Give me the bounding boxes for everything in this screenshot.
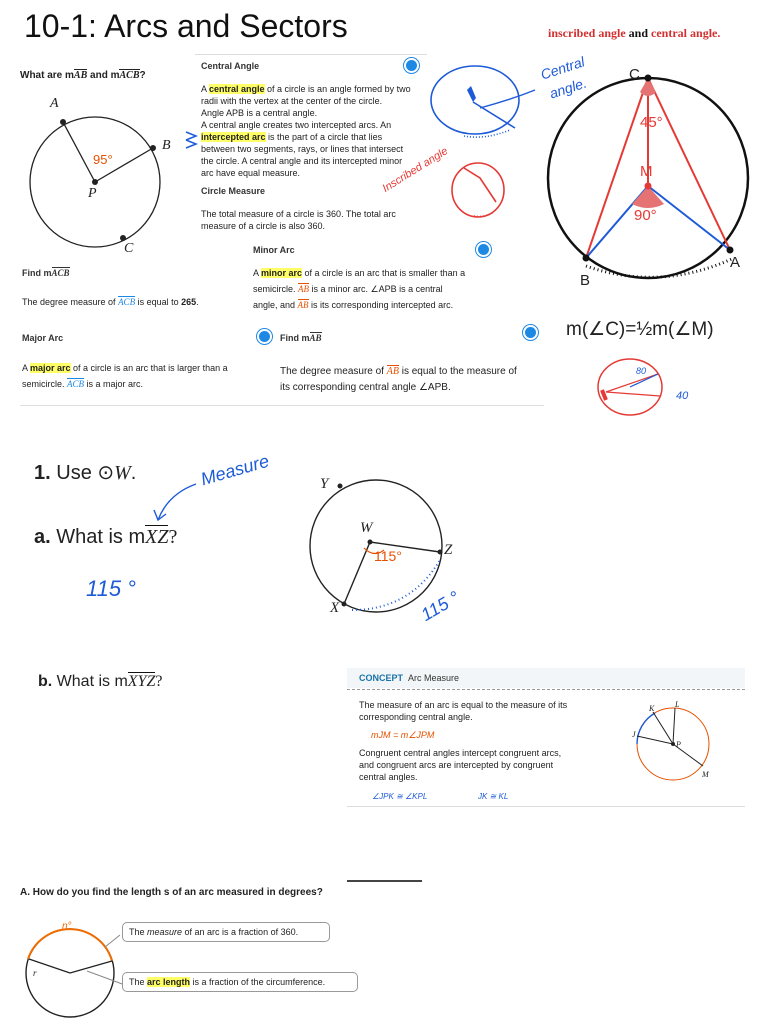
concept-text xyxy=(359,699,609,783)
point-w xyxy=(368,540,373,545)
problem-1b: b. What is mXYZ? xyxy=(38,673,163,690)
circle-w xyxy=(310,480,442,612)
note-inscribed: inscribed angle xyxy=(548,26,626,40)
arc-length-box: The arc length is a fraction of the circumference. xyxy=(122,972,358,992)
concept-eq1: mJM = m∠JPM xyxy=(371,730,435,740)
find-ab-header: Find mAB xyxy=(280,333,322,343)
point-big-a xyxy=(727,247,734,254)
circle-measure-header: Circle Measure xyxy=(201,186,266,196)
sketch-40: 40 xyxy=(676,390,689,402)
point-big-m xyxy=(645,183,652,190)
measure-arrow-line xyxy=(158,484,196,520)
concept-l4: and congruent arcs are intercepted by congruent xyxy=(359,760,554,770)
ca-line6: between two segments, rays, or lines that intersect xyxy=(201,144,404,154)
angle-95: 95° xyxy=(93,152,113,167)
ca-line1: A central angle of a circle is an angle formed by two xyxy=(201,84,411,94)
ca-line2: radii with the vertex at the center of the circle. xyxy=(201,96,383,106)
small-line1 xyxy=(606,374,658,392)
concept-radius-j xyxy=(637,736,673,744)
pointer-2 xyxy=(87,971,125,985)
concept-radius-l xyxy=(673,708,675,744)
label-z: Z xyxy=(444,542,453,558)
point-b xyxy=(150,145,156,151)
find-ab-radio[interactable] xyxy=(525,327,536,338)
small-sketch xyxy=(596,352,716,422)
question-arcs xyxy=(20,70,146,81)
concept-eq2: ∠JPK ≅ ∠KPL xyxy=(372,792,428,801)
point-big-c xyxy=(645,75,652,82)
q1-pre: What are m xyxy=(20,70,74,81)
red-inscribed-angle xyxy=(464,168,496,202)
concept-l2: corresponding central angle. xyxy=(359,712,473,722)
label-a: A xyxy=(50,96,59,111)
point-big-b xyxy=(583,255,590,262)
concept-label-k: K xyxy=(649,704,655,713)
find-acb-text: The degree measure of ACB is equal to 265. xyxy=(22,297,199,307)
concept-bottom xyxy=(347,806,745,807)
note-central: central angle. xyxy=(651,26,721,40)
q1-arc2: ACB xyxy=(119,70,140,81)
big-label-b: B xyxy=(580,272,591,289)
central-angle-header: Central Angle xyxy=(201,61,260,71)
concept-l3: Congruent central angles intercept congruent arcs, xyxy=(359,748,562,758)
handwritten-measure: Measure xyxy=(198,450,272,490)
major-arc-header: Major Arc xyxy=(22,333,64,343)
hatched-arc-ab xyxy=(586,258,734,277)
concept-label-l: L xyxy=(675,700,680,709)
handwritten-115-a: 115 ° xyxy=(86,576,136,601)
label-w: W xyxy=(360,520,373,536)
concept-label-p: P xyxy=(676,740,681,749)
point-p xyxy=(92,179,98,185)
arc-length-radius2 xyxy=(70,961,112,973)
chord-cb xyxy=(586,78,648,258)
blue-vertex xyxy=(467,86,476,102)
divider-mid xyxy=(20,405,544,406)
concept-diagram xyxy=(625,700,725,790)
arc-measure-box: The measure of an arc is a fraction of 360. xyxy=(122,922,330,942)
concept-divider xyxy=(347,689,745,690)
concept-l5: central angles. xyxy=(359,772,418,782)
arc-length-question: A. How do you find the length s of an arc measured in degrees? xyxy=(20,887,323,898)
pointer-1 xyxy=(105,935,120,947)
arrow-mark-2 xyxy=(186,140,196,148)
concept-header: CONCEPT Arc Measure xyxy=(359,673,460,683)
find-acb-header: Find mACB xyxy=(22,268,70,278)
blue-radius xyxy=(473,102,515,128)
note-and: and xyxy=(625,26,652,40)
handwritten-angle: angle. xyxy=(547,74,589,102)
big-label-m: M xyxy=(640,163,653,180)
big-angle-90: 90° xyxy=(634,207,657,224)
arrow-mark-1 xyxy=(186,132,196,140)
ca-line4: A central angle creates two intercepted arcs. An xyxy=(201,120,392,130)
formula: m(∠C)=½m(∠M) xyxy=(566,319,714,340)
radius-ma xyxy=(648,186,730,250)
concept-eq3: JK ≅ KL xyxy=(478,792,509,801)
major-arc-radio[interactable] xyxy=(259,331,270,342)
concept-point-p xyxy=(671,742,675,746)
big-angle-45: 45° xyxy=(640,114,663,131)
cm-line2: measure of a circle is also 360. xyxy=(201,221,326,231)
arc-length-orange-arc xyxy=(28,929,112,961)
handwritten-115-b: 115 ° xyxy=(417,587,463,625)
small-red-mark xyxy=(602,390,606,400)
angle-115: 115° xyxy=(374,548,402,564)
ca-line8: arc have equal measure. xyxy=(201,168,301,178)
small-line2 xyxy=(606,392,660,396)
radius-wx xyxy=(344,542,370,604)
arc-length-topbar xyxy=(347,880,422,882)
page-title: 10-1: Arcs and Sectors xyxy=(24,8,348,44)
arc-length-n: n° xyxy=(62,921,72,932)
radius-pa xyxy=(63,122,95,182)
label-b: B xyxy=(162,138,171,153)
label-p: P xyxy=(88,186,97,201)
problem-1: 1. Use ⊙W. xyxy=(34,462,137,484)
concept-label-j: J xyxy=(632,730,636,739)
circle-apb-diagram xyxy=(0,90,200,260)
handwritten-annotations xyxy=(180,50,540,230)
cm-line1: The total measure of a circle is 360. The total arc xyxy=(201,209,396,219)
big-label-a: A xyxy=(730,254,741,271)
q1-arc1: AB xyxy=(73,70,88,81)
red-sketch-circle xyxy=(452,163,504,217)
arc-length-r: r xyxy=(33,968,37,978)
label-x: X xyxy=(330,600,340,616)
handwritten-inscribed: Inscribed angle xyxy=(380,145,451,195)
handwritten-central: Central xyxy=(538,53,587,83)
ca-line7: the circle. A central angle and its intercepted minor xyxy=(201,156,403,166)
major-arc-text: A major arc of a circle is an arc that is larger than a semicircle. ACB is a major arc. xyxy=(22,363,228,389)
label-y: Y xyxy=(320,476,329,492)
minor-arc-header: Minor Arc xyxy=(253,245,295,255)
sketch-80: 80 xyxy=(636,366,647,376)
q1-mid: and m xyxy=(87,70,120,81)
big-label-c: C xyxy=(629,66,640,83)
chord-ca xyxy=(648,78,730,250)
point-y xyxy=(338,484,343,489)
point-z xyxy=(438,550,443,555)
minor-arc-text: A minor arc of a circle is an arc that is smaller than a semicircle. AB is a minor arc. ∠APB is a central angle, and AB is its corresponding intercepted arc. xyxy=(253,268,466,310)
top-right-note xyxy=(548,26,720,41)
label-c: C xyxy=(124,241,134,256)
q1-post: ? xyxy=(139,70,146,81)
problem-1a: a. What is mXZ? xyxy=(34,526,178,548)
ca-line5: intercepted arc is the part of a circle that lies xyxy=(201,132,383,142)
point-x xyxy=(342,602,347,607)
ca-line3: Angle APB is a central angle. xyxy=(201,108,318,118)
find-ab-text: The degree measure of AB is equal to the measure of its corresponding central angle ∠APB. xyxy=(280,366,517,393)
concept-l1: The measure of an arc is equal to the measure of its xyxy=(359,700,568,710)
point-a xyxy=(60,119,66,125)
concept-label-m: M xyxy=(702,770,709,779)
concept-radius-k xyxy=(653,712,673,744)
minor-arc-radio[interactable] xyxy=(478,244,489,255)
